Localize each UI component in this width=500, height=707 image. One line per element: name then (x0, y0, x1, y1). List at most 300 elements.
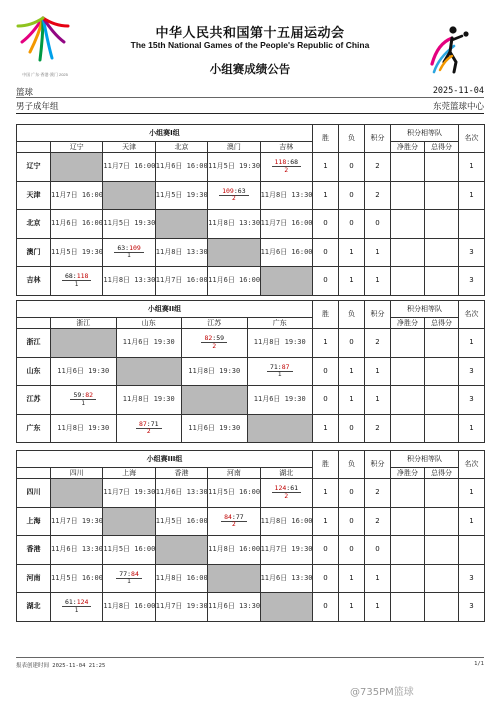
losses-value: 0 (339, 507, 365, 536)
tie-break-header: 积分相等队 (391, 301, 459, 318)
net-win-value (391, 564, 425, 593)
self-match-cell (51, 479, 103, 508)
page-number: 1/1 (474, 661, 484, 667)
score-home: 87 (138, 419, 147, 428)
row-team-name: 天津 (17, 181, 51, 210)
row-team-name: 湖北 (17, 593, 51, 622)
net-win-value (390, 153, 424, 182)
loss-header: 负 (338, 125, 364, 153)
losses-value: 1 (339, 386, 365, 415)
team-row (17, 386, 485, 415)
tie-break-header: 积分相等队 (390, 125, 458, 142)
wins-value: 1 (313, 479, 339, 508)
rank-header: 名次 (459, 301, 485, 329)
team-header-row (17, 142, 485, 153)
score-line: 77:84 (116, 570, 142, 579)
team-row (17, 181, 485, 210)
scheduled-match-cell: 11月7日 19:30 (260, 536, 312, 565)
scheduled-match-cell: 11月5日 19:30 (51, 238, 103, 267)
total-score-value (424, 267, 458, 296)
scheduled-match-cell: 11月8日 19:30 (51, 414, 117, 443)
match-result (114, 245, 144, 260)
team-row (17, 329, 485, 358)
score-away: 77 (235, 512, 244, 521)
match-result (70, 392, 96, 407)
group-table-2 (16, 300, 485, 443)
score-away: 68 (290, 158, 299, 167)
scheduled-match-cell: 11月5日 16:00 (51, 564, 103, 593)
rank-header: 名次 (458, 125, 484, 153)
score-away: 82 (85, 391, 94, 400)
points-header: 积分 (365, 301, 391, 329)
score-away: 118 (76, 272, 89, 281)
total-score-value (425, 479, 459, 508)
scheduled-match-cell: 11月8日 16:00 (260, 507, 312, 536)
rank-value: 3 (459, 564, 485, 593)
row-team-name: 河南 (17, 564, 51, 593)
losses-value: 1 (339, 593, 365, 622)
document-title: 小组赛成绩公告 (209, 62, 291, 76)
score-line: 68:118 (62, 272, 92, 281)
net-win-value (390, 210, 424, 239)
scheduled-match-cell: 11月7日 16:00 (260, 210, 312, 239)
net-win-value (390, 238, 424, 267)
team-column-header: 吉林 (260, 142, 312, 153)
group-header-row (17, 451, 485, 468)
score-away: 61 (290, 484, 299, 493)
wins-value: 0 (312, 267, 338, 296)
scheduled-match-cell: 11月5日 19:30 (208, 153, 260, 182)
points-value: 1 (364, 238, 390, 267)
self-match-cell (116, 357, 182, 386)
scheduled-match-cell: 11月6日 13:30 (51, 536, 103, 565)
match-points: 1 (74, 280, 79, 288)
total-score-value (425, 536, 459, 565)
row-team-name: 山东 (17, 357, 51, 386)
scheduled-match-cell: 11月8日 16:00 (155, 564, 207, 593)
scheduled-match-cell: 11月6日 16:00 (155, 153, 207, 182)
match-result (272, 485, 302, 500)
wins-value: 1 (312, 181, 338, 210)
scheduled-match-cell: 11月7日 16:00 (51, 181, 103, 210)
score-home: 61 (64, 598, 73, 607)
scheduled-match-cell: 11月6日 19:30 (116, 329, 182, 358)
scheduled-match-cell: 11月7日 19:30 (51, 507, 103, 536)
losses-value: 0 (338, 181, 364, 210)
team-header-row (17, 318, 485, 329)
tie-break-header: 积分相等队 (391, 451, 459, 468)
team-row (17, 536, 485, 565)
match-points: 2 (212, 342, 217, 350)
scheduled-match-cell: 11月6日 19:30 (182, 414, 248, 443)
team-column-header: 河南 (208, 468, 260, 479)
net-win-header: 净胜分 (391, 318, 425, 329)
score-line: 61:124 (62, 598, 92, 607)
total-score-value (425, 329, 459, 358)
match-points: 2 (231, 195, 236, 203)
scheduled-match-cell: 11月8日 16:00 (208, 536, 260, 565)
created-timestamp: 报表创建时间 2025-11-04 21:25 (16, 663, 106, 669)
match-result (62, 273, 92, 288)
self-match-cell (51, 153, 103, 182)
rank-value (458, 210, 484, 239)
score-away: 84 (131, 569, 139, 578)
score-home: 124 (274, 484, 287, 493)
scheduled-match-cell: 11月5日 19:30 (103, 210, 155, 239)
corner-cell (17, 142, 51, 153)
rank-value: 3 (458, 267, 484, 296)
scheduled-match-cell: 11月8日 19:30 (247, 329, 313, 358)
self-match-cell (247, 414, 313, 443)
losses-value: 1 (338, 238, 364, 267)
corner-cell (17, 318, 51, 329)
row-team-name: 香港 (17, 536, 51, 565)
match-points: 1 (277, 371, 282, 379)
net-win-value (391, 414, 425, 443)
match-result-cell (182, 329, 248, 358)
team-row (17, 479, 485, 508)
rank-value: 1 (459, 414, 485, 443)
scheduled-match-cell: 11月5日 16:00 (103, 536, 155, 565)
basketball-pictogram-icon (426, 22, 476, 77)
score-away: 63 (237, 186, 246, 195)
scheduled-match-cell: 11月5日 16:00 (155, 507, 207, 536)
scheduled-match-cell: 11月7日 16:00 (103, 153, 155, 182)
match-points: 2 (231, 521, 236, 529)
self-match-cell (155, 210, 207, 239)
match-result-cell (260, 153, 312, 182)
match-points: 1 (74, 606, 79, 614)
team-column-header: 四川 (51, 468, 103, 479)
team-row (17, 564, 485, 593)
venue-label: 东莞篮球中心 (432, 102, 484, 112)
points-value: 1 (365, 357, 391, 386)
scheduled-match-cell: 11月8日 19:30 (116, 386, 182, 415)
match-result-cell (103, 564, 155, 593)
match-result-cell (103, 238, 155, 267)
win-header: 胜 (313, 301, 339, 329)
scheduled-match-cell: 11月7日 19:30 (103, 479, 155, 508)
losses-value: 0 (338, 153, 364, 182)
team-column-header: 辽宁 (51, 142, 103, 153)
score-away: 59 (216, 334, 225, 343)
points-header: 积分 (364, 125, 390, 153)
scheduled-match-cell: 11月8日 13:30 (103, 267, 155, 296)
net-win-value (390, 267, 424, 296)
wins-value: 1 (313, 507, 339, 536)
wins-value: 0 (313, 536, 339, 565)
points-value: 1 (364, 267, 390, 296)
match-result-cell (116, 414, 182, 443)
wins-value: 0 (313, 386, 339, 415)
match-result-cell (208, 507, 260, 536)
row-team-name: 江苏 (17, 386, 51, 415)
score-home: 63 (117, 243, 126, 252)
group-table-3 (16, 450, 485, 622)
footer-divider (16, 657, 484, 658)
score-away: 124 (76, 598, 89, 607)
team-row (17, 507, 485, 536)
total-score-value (424, 210, 458, 239)
match-result (136, 421, 162, 436)
net-win-value (391, 479, 425, 508)
team-column-header: 北京 (155, 142, 207, 153)
row-team-name: 四川 (17, 479, 51, 508)
self-match-cell (103, 181, 155, 210)
scheduled-match-cell: 11月7日 16:00 (155, 267, 207, 296)
net-win-value (390, 181, 424, 210)
score-line: 109:63 (219, 187, 249, 196)
scheduled-match-cell: 11月6日 16:00 (260, 238, 312, 267)
row-team-name: 吉林 (17, 267, 51, 296)
rank-value (459, 536, 485, 565)
rank-value: 3 (459, 386, 485, 415)
scheduled-match-cell: 11月6日 19:30 (51, 357, 117, 386)
corner-cell (17, 468, 51, 479)
team-column-header: 澳门 (208, 142, 260, 153)
points-value: 1 (365, 564, 391, 593)
losses-value: 0 (339, 536, 365, 565)
self-match-cell (208, 564, 260, 593)
group-header-row (17, 125, 485, 142)
loss-header: 负 (339, 451, 365, 479)
points-value: 2 (364, 153, 390, 182)
total-score-value (425, 507, 459, 536)
self-match-cell (51, 329, 117, 358)
match-result-cell (51, 267, 103, 296)
points-value: 2 (365, 479, 391, 508)
wins-value: 0 (313, 564, 339, 593)
self-match-cell (103, 507, 155, 536)
total-score-value (425, 593, 459, 622)
team-header-row (17, 468, 485, 479)
net-win-value (391, 329, 425, 358)
header-divider (16, 97, 484, 98)
report-date: 2025-11-04 (432, 86, 484, 96)
points-value: 1 (365, 593, 391, 622)
scheduled-match-cell: 11月5日 19:30 (155, 181, 207, 210)
scheduled-match-cell: 11月5日 16:00 (208, 479, 260, 508)
points-value: 2 (365, 507, 391, 536)
total-score-value (424, 238, 458, 267)
match-result-cell (208, 181, 260, 210)
score-away: 87 (281, 362, 290, 371)
rank-value: 3 (459, 357, 485, 386)
net-win-header: 净胜分 (390, 142, 424, 153)
rank-value: 1 (459, 329, 485, 358)
team-row (17, 238, 485, 267)
score-home: 77 (119, 569, 128, 578)
team-column-header: 上海 (103, 468, 155, 479)
scheduled-match-cell: 11月8日 13:30 (260, 181, 312, 210)
losses-value: 0 (339, 414, 365, 443)
match-points: 1 (127, 578, 131, 586)
losses-value: 1 (339, 357, 365, 386)
match-points: 1 (81, 399, 86, 407)
losses-value: 0 (338, 210, 364, 239)
match-points: 2 (146, 428, 151, 436)
score-line: 71:87 (267, 363, 293, 372)
scheduled-match-cell: 11月7日 19:30 (155, 593, 207, 622)
team-column-header: 广东 (247, 318, 313, 329)
rank-value: 1 (459, 479, 485, 508)
win-header: 胜 (313, 451, 339, 479)
score-home: 68 (64, 272, 73, 281)
total-score-value (425, 414, 459, 443)
points-value: 1 (365, 386, 391, 415)
points-value: 2 (365, 414, 391, 443)
win-header: 胜 (312, 125, 338, 153)
match-points: 2 (284, 166, 289, 174)
games-subtitle: The 15th National Games of the People's Republic of China (130, 40, 370, 50)
score-line: 124:61 (272, 484, 302, 493)
scheduled-match-cell: 11月6日 19:30 (247, 386, 313, 415)
losses-value: 0 (339, 479, 365, 508)
row-team-name: 浙江 (17, 329, 51, 358)
match-result (62, 599, 92, 614)
total-score-header: 总得分 (425, 468, 459, 479)
score-home: 84 (224, 512, 232, 521)
rank-value: 1 (458, 153, 484, 182)
scheduled-match-cell: 11月8日 16:00 (103, 593, 155, 622)
score-home: 82 (204, 334, 213, 343)
match-result (221, 514, 247, 529)
watermark: @735PM篮球 (350, 687, 414, 698)
score-home: 109 (222, 186, 234, 195)
score-line: 82:59 (201, 334, 227, 343)
match-result-cell (51, 593, 103, 622)
team-column-header: 浙江 (51, 318, 117, 329)
losses-value: 0 (339, 329, 365, 358)
wins-value: 1 (313, 329, 339, 358)
header-rule (16, 113, 484, 114)
sport-label: 篮球 (16, 88, 34, 98)
match-result (219, 188, 249, 203)
score-line: 63:109 (114, 244, 144, 253)
row-team-name: 上海 (17, 507, 51, 536)
score-line: 118:68 (272, 158, 302, 167)
net-win-header: 净胜分 (391, 468, 425, 479)
row-team-name: 澳门 (17, 238, 51, 267)
rank-value: 3 (459, 593, 485, 622)
emblem-caption: 中国 广东·香港·澳门 2025 (22, 72, 68, 77)
net-win-value (391, 386, 425, 415)
scheduled-match-cell: 11月6日 16:00 (51, 210, 103, 239)
match-result-cell (260, 479, 312, 508)
scheduled-match-cell: 11月8日 19:30 (182, 357, 248, 386)
rank-header: 名次 (459, 451, 485, 479)
wins-value: 0 (312, 210, 338, 239)
team-column-header: 湖北 (260, 468, 312, 479)
rank-value: 3 (458, 238, 484, 267)
total-score-value (424, 181, 458, 210)
team-row (17, 153, 485, 182)
points-value: 0 (365, 536, 391, 565)
total-score-value (425, 564, 459, 593)
match-result (267, 364, 293, 379)
games-title: 中华人民共和国第十五届运动会 (155, 26, 345, 41)
net-win-value (391, 536, 425, 565)
team-row (17, 210, 485, 239)
scheduled-match-cell: 11月6日 13:30 (155, 479, 207, 508)
team-row (17, 414, 485, 443)
self-match-cell (155, 536, 207, 565)
self-match-cell (260, 267, 312, 296)
rank-value: 1 (458, 181, 484, 210)
score-line: 84:77 (221, 513, 247, 522)
points-value: 2 (364, 181, 390, 210)
score-away: 109 (129, 243, 141, 252)
match-points: 1 (127, 252, 131, 260)
group-name: 小组赛III组 (17, 451, 313, 468)
row-team-name: 辽宁 (17, 153, 51, 182)
team-row (17, 357, 485, 386)
rank-value: 1 (459, 507, 485, 536)
losses-value: 1 (338, 267, 364, 296)
total-score-value (424, 153, 458, 182)
group-name: 小组赛II组 (17, 301, 313, 318)
losses-value: 1 (339, 564, 365, 593)
net-win-value (391, 507, 425, 536)
total-score-header: 总得分 (425, 318, 459, 329)
self-match-cell (182, 386, 248, 415)
match-result (201, 335, 227, 350)
net-win-value (391, 357, 425, 386)
net-win-value (391, 593, 425, 622)
points-value: 0 (364, 210, 390, 239)
loss-header: 负 (339, 301, 365, 329)
total-score-value (425, 386, 459, 415)
team-column-header: 江苏 (182, 318, 248, 329)
event-label: 男子成年组 (16, 102, 59, 112)
match-points: 2 (284, 492, 289, 500)
score-home: 118 (274, 158, 287, 167)
scheduled-match-cell: 11月8日 13:30 (208, 210, 260, 239)
score-line: 87:71 (136, 420, 162, 429)
wins-value: 0 (312, 238, 338, 267)
team-column-header: 香港 (155, 468, 207, 479)
row-team-name: 北京 (17, 210, 51, 239)
match-result (116, 571, 142, 586)
match-result-cell (247, 357, 313, 386)
self-match-cell (208, 238, 260, 267)
team-row (17, 593, 485, 622)
score-home: 59 (73, 391, 82, 400)
group-header-row (17, 301, 485, 318)
scheduled-match-cell: 11月8日 13:30 (155, 238, 207, 267)
team-column-header: 山东 (116, 318, 182, 329)
scheduled-match-cell: 11月6日 16:00 (208, 267, 260, 296)
scheduled-match-cell: 11月6日 13:30 (260, 564, 312, 593)
wins-value: 0 (313, 593, 339, 622)
team-column-header: 天津 (103, 142, 155, 153)
scheduled-match-cell: 11月6日 13:30 (208, 593, 260, 622)
points-header: 积分 (365, 451, 391, 479)
score-away: 71 (150, 419, 159, 428)
score-home: 71 (269, 362, 278, 371)
group-name: 小组赛I组 (17, 125, 313, 142)
match-result-cell (51, 386, 117, 415)
row-team-name: 广东 (17, 414, 51, 443)
wins-value: 1 (313, 414, 339, 443)
total-score-value (425, 357, 459, 386)
group-table-1 (16, 124, 485, 296)
wins-value: 1 (312, 153, 338, 182)
score-line: 59:82 (70, 391, 96, 400)
team-row (17, 267, 485, 296)
points-value: 2 (365, 329, 391, 358)
self-match-cell (260, 593, 312, 622)
